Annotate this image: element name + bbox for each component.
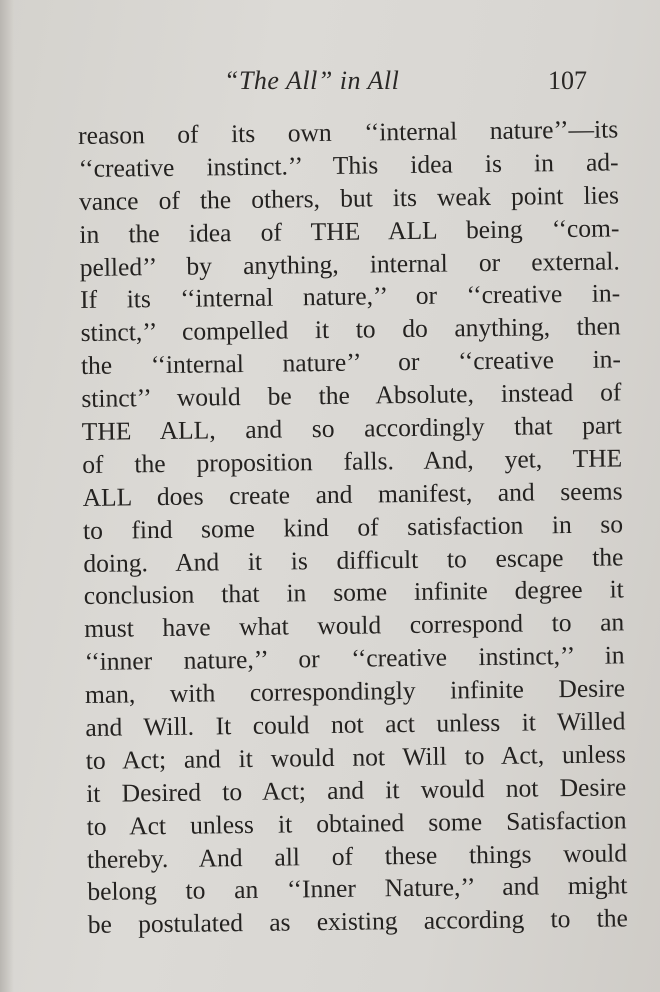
text-line: it Desired to Act; and it would not Desire [86,772,627,808]
page-number: 107 [548,66,587,95]
text-line: thereby. And all of these things would [86,837,628,874]
text-line: conclusion that in some infinite degree it [83,574,624,611]
text-line: man, with correspondingly infinite Desire [84,673,626,710]
text-line: pelled’’ by anything, internal or external. [79,245,620,282]
text-line: be postulated as existing according to the [87,903,628,940]
text-line: belong to an ‘‘Inner Nature,’’ and might [87,870,628,907]
text-line: stinct,’’ compelled it to do anything, then [80,311,621,348]
text-line: ALL does create and manifest, and seems [82,476,623,512]
running-title: “The All” in All [224,66,400,95]
text-line: doing. And it is difficult to escape the [83,541,624,578]
text-line: vance of the others, but its weak point lies [78,180,620,216]
text-line: to Act unless it obtained some Satisfaction [86,805,627,841]
text-line: THE ALL, and so accordingly that part [81,410,622,446]
text-line: and Will. It could not act unless it Willed [85,706,626,742]
text-line: to Act; and it would not Will to Act, unless [85,739,626,775]
text-line: the ‘‘internal nature’’ or ‘‘creative in- [80,344,622,381]
text-line: of the proposition falls. And, yet, THE [82,443,623,479]
text-line: ‘‘creative instinct.’’ This idea is in ad- [78,147,619,183]
text-line: ‘‘inner nature,’’ or ‘‘creative instinct,’’ in [84,640,625,677]
text-line: stinct’’ would be the Absolute, instead of [81,377,622,414]
text-line: If its ‘‘internal nature,’’ or ‘‘creative in- [80,278,621,315]
text-line: in the idea of THE ALL being ‘‘com- [79,213,620,249]
body-text [78,113,628,942]
text-line: must have what would correspond to an [84,607,625,644]
text-line: to find some kind of satisfaction in so [82,509,624,545]
page-header [0,66,660,100]
text-line: reason of its own ‘‘internal nature’’—its [78,114,619,150]
